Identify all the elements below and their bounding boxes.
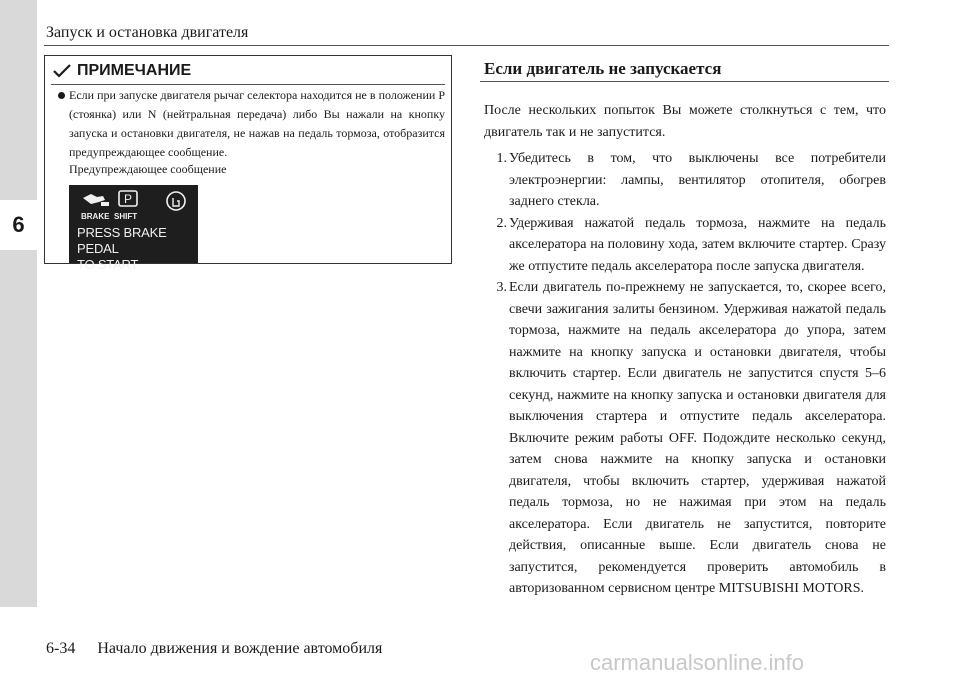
warning-message-display [69,185,198,272]
warning-message-line1: PRESS BRAKE PEDAL [77,225,167,256]
step-item [484,277,886,600]
step-number: 2. [496,215,507,231]
note-heading [53,60,191,82]
step-number: 3. [496,280,507,295]
note-box [44,55,452,272]
note-bullet-text: Если при запуске двигателя рычаг селектора находится не в положении P (стоянка) или N (нейтральная передача) либо Вы нажали на кнопку запуска и остановки двигателя, не нажав на педаль тормоза, отобразится предупреждающее сообщение. [69,88,445,159]
bullet-icon [58,92,65,99]
section-divider [480,81,889,82]
warning-caption: Предупреждающее сообщение [69,162,227,176]
step-text: Удерживая нажатой педаль тормоза, нажмите на педаль акселератора на половину хода, затем включите стартер. Сразу же отпустите педаль акселератора после запуска двигателя. [509,215,886,274]
warning-message-line2: TO START [77,257,139,272]
shift-p-icon [119,191,137,206]
brake-label: BRAKE [81,212,110,221]
note-heading-label: ПРИМЕЧАНИЕ [77,62,192,79]
step-item [484,148,886,213]
step-number: 1. [496,151,507,166]
chapter-tab[interactable]: 6 [0,200,37,250]
svg-text:P: P [123,192,133,206]
header-divider [44,45,889,46]
running-head: Запуск и остановка двигателя [46,24,249,41]
section-title: Если двигатель не запускается [484,59,722,78]
watermark: carmanualsonline.info [590,650,805,675]
step-text: Если двигатель по-прежнему не запускается, то, скорее всего, свечи зажигания залиты бензином. Удерживая нажатой педаль тормоза, нажмите на педаль акселератора до упора, затем нажмите на кнопку запуска и остановки двигателя, чтобы включить стартер. Если двигатель не запустится спустя 5–6 секунд, нажмите на кнопку запуска и остановки двигателя для выключения стартера и отпустите педаль акселератора. Включите режим работы OFF. Подождите несколько секунд, затем снова нажмите на кнопку запуска и остановки двигателя, чтобы включить стартер, удерживая нажатой педаль тормоза, но не нажимая при этом на педаль акселератора. Если двигатель не запустится, повторите действия, описанные выше. Если двигатель снова не запустится, рекомендуется проверить автомобиль в авторизованном сервисном центре MITSUBISHI MOTORS. [509,280,886,596]
start-button-icon [167,192,185,210]
step-item [484,213,886,278]
chapter-title: Начало движения и вождение автомобиля [97,640,383,657]
side-strip [0,0,37,607]
note-check-icon [53,64,71,78]
shift-label: SHIFT [114,212,138,221]
section-intro: После нескольких попыток Вы можете столкнуться с тем, что двигатель так и не запустится. [484,103,886,140]
warning-message [77,225,198,273]
page-number: 6-34 [46,640,76,657]
steps-list [484,148,886,600]
note-divider [51,84,445,85]
brake-foot-icon [83,194,109,206]
step-text: Убедитесь в том, что выключены все потребители электроэнергии: лампы, вентилятор отопителя, обогрев заднего стекла. [509,151,886,209]
page-footer [46,640,382,658]
brake-shift-icons [81,190,191,212]
